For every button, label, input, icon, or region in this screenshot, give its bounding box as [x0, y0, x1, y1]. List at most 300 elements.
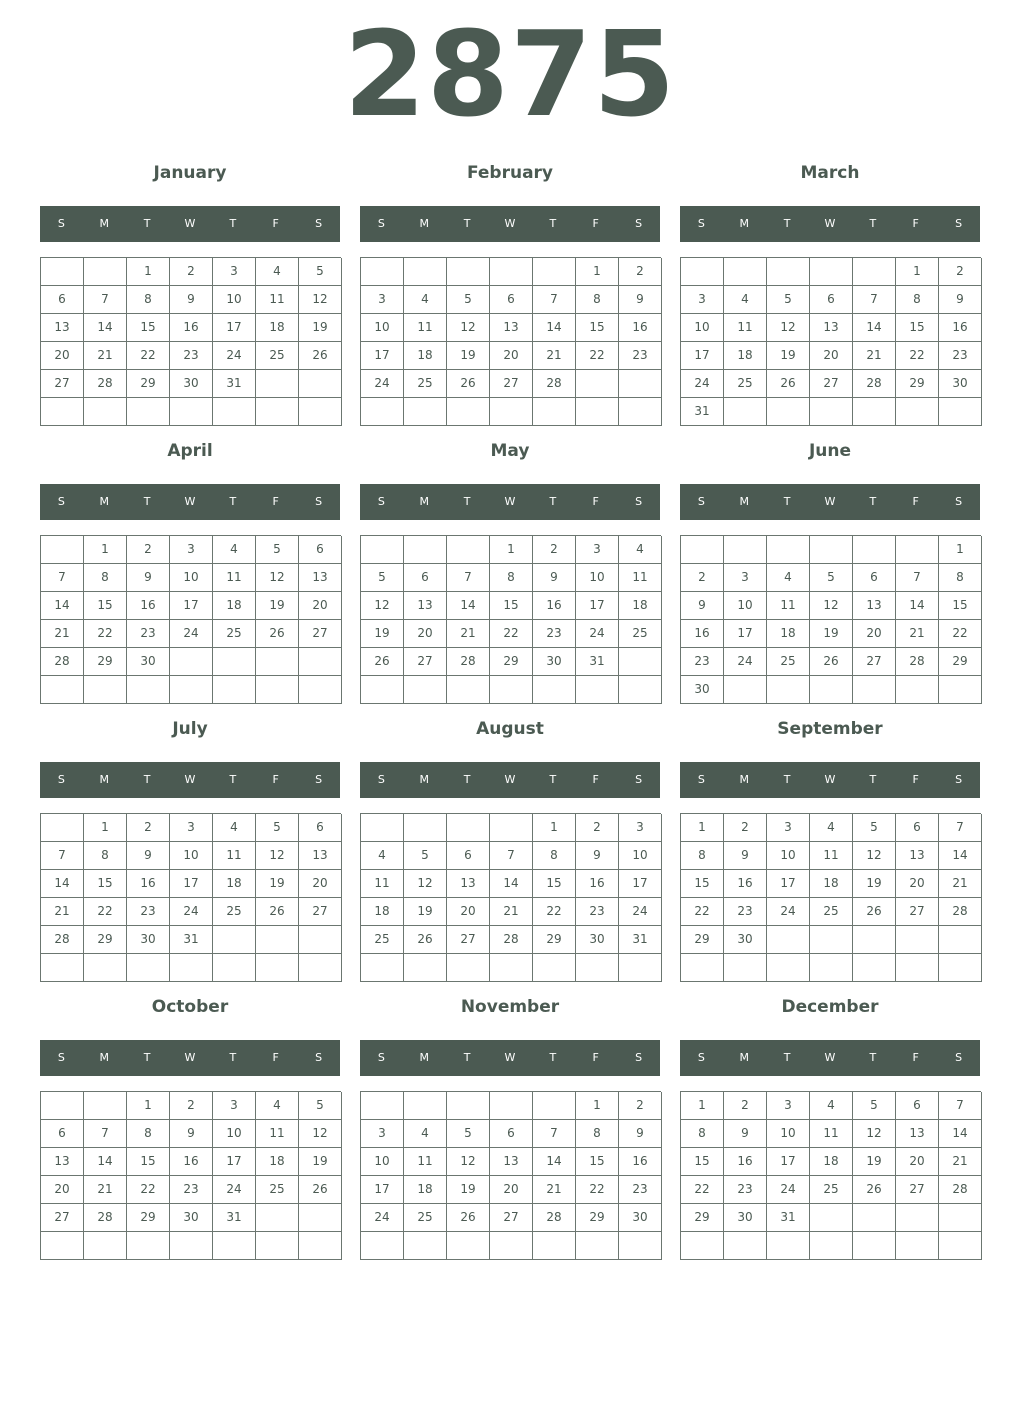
- day-cell: 29: [939, 648, 982, 676]
- empty-cell: [896, 926, 939, 954]
- empty-cell: [213, 1232, 256, 1260]
- day-grid: [360, 535, 661, 704]
- day-cell: 22: [127, 1176, 170, 1204]
- day-cell: 13: [299, 564, 342, 592]
- day-cell: 29: [681, 926, 724, 954]
- day-cell: 7: [896, 564, 939, 592]
- day-cell: 5: [853, 814, 896, 842]
- empty-cell: [170, 954, 213, 982]
- day-cell: 8: [681, 1120, 724, 1148]
- day-cell: 23: [170, 1176, 213, 1204]
- day-cell: 18: [767, 620, 810, 648]
- empty-cell: [767, 1232, 810, 1260]
- day-cell: 30: [939, 370, 982, 398]
- weekday-label: T: [869, 1051, 877, 1064]
- weekday-label: T: [463, 773, 471, 786]
- day-cell: 1: [681, 814, 724, 842]
- day-cell: 2: [681, 564, 724, 592]
- day-cell: 8: [939, 564, 982, 592]
- day-cell: 19: [447, 1176, 490, 1204]
- empty-cell: [490, 676, 533, 704]
- day-cell: 20: [41, 1176, 84, 1204]
- day-cell: 26: [853, 1176, 896, 1204]
- day-cell: 16: [939, 314, 982, 342]
- day-cell: 21: [41, 898, 84, 926]
- day-cell: 15: [84, 870, 127, 898]
- weekday-header: [40, 1040, 340, 1076]
- weekday-label: M: [99, 217, 110, 230]
- weekday-label: T: [229, 495, 237, 508]
- day-cell: 25: [810, 1176, 853, 1204]
- day-cell: 21: [533, 342, 576, 370]
- day-cell: 6: [810, 286, 853, 314]
- day-cell: 30: [170, 370, 213, 398]
- day-cell: 30: [533, 648, 576, 676]
- empty-cell: [84, 258, 127, 286]
- day-cell: 13: [896, 1120, 939, 1148]
- day-cell: 10: [724, 592, 767, 620]
- day-cell: 29: [127, 370, 170, 398]
- weekday-label: T: [463, 1051, 471, 1064]
- day-cell: 9: [619, 286, 662, 314]
- day-cell: 9: [533, 564, 576, 592]
- weekday-label: S: [635, 217, 643, 230]
- day-cell: 13: [447, 870, 490, 898]
- empty-cell: [724, 954, 767, 982]
- empty-cell: [447, 398, 490, 426]
- weekday-label: T: [869, 773, 877, 786]
- day-cell: 2: [170, 1092, 213, 1120]
- day-cell: 12: [853, 1120, 896, 1148]
- day-cell: 20: [404, 620, 447, 648]
- day-cell: 27: [490, 1204, 533, 1232]
- empty-cell: [41, 1232, 84, 1260]
- day-cell: 9: [170, 1120, 213, 1148]
- day-cell: 12: [256, 564, 299, 592]
- day-cell: 17: [619, 870, 662, 898]
- weekday-label: F: [912, 217, 919, 230]
- empty-cell: [576, 954, 619, 982]
- weekday-header: [40, 762, 340, 798]
- empty-cell: [853, 1232, 896, 1260]
- weekday-header: [360, 1040, 660, 1076]
- day-cell: 4: [810, 814, 853, 842]
- day-cell: 17: [170, 870, 213, 898]
- day-cell: 18: [619, 592, 662, 620]
- weekday-label: W: [824, 495, 836, 508]
- empty-cell: [767, 536, 810, 564]
- day-cell: 28: [533, 1204, 576, 1232]
- month-january: [40, 158, 340, 428]
- month-title: September: [777, 719, 883, 739]
- weekday-label: M: [419, 217, 430, 230]
- day-cell: 28: [939, 1176, 982, 1204]
- day-cell: 27: [490, 370, 533, 398]
- weekday-label: W: [184, 773, 196, 786]
- weekday-label: S: [57, 217, 65, 230]
- day-cell: 21: [853, 342, 896, 370]
- day-cell: 28: [447, 648, 490, 676]
- day-cell: 22: [490, 620, 533, 648]
- weekday-label: F: [272, 217, 279, 230]
- empty-cell: [299, 370, 342, 398]
- empty-cell: [404, 258, 447, 286]
- day-cell: 24: [170, 620, 213, 648]
- day-cell: 8: [576, 286, 619, 314]
- day-cell: 26: [767, 370, 810, 398]
- day-cell: 9: [681, 592, 724, 620]
- weekday-label: F: [272, 773, 279, 786]
- empty-cell: [213, 926, 256, 954]
- day-cell: 16: [619, 314, 662, 342]
- day-cell: 12: [810, 592, 853, 620]
- weekday-label: M: [739, 773, 750, 786]
- day-cell: 1: [896, 258, 939, 286]
- day-cell: 5: [767, 286, 810, 314]
- day-cell: 10: [213, 1120, 256, 1148]
- day-cell: 22: [576, 1176, 619, 1204]
- empty-cell: [170, 398, 213, 426]
- day-cell: 5: [853, 1092, 896, 1120]
- day-cell: 1: [84, 814, 127, 842]
- day-cell: 1: [490, 536, 533, 564]
- weekday-header: [680, 206, 980, 242]
- day-cell: 14: [533, 1148, 576, 1176]
- weekday-label: T: [229, 217, 237, 230]
- day-cell: 3: [681, 286, 724, 314]
- empty-cell: [41, 398, 84, 426]
- empty-cell: [404, 814, 447, 842]
- empty-cell: [299, 1204, 342, 1232]
- day-cell: 27: [853, 648, 896, 676]
- empty-cell: [533, 258, 576, 286]
- empty-cell: [41, 258, 84, 286]
- day-cell: 17: [767, 870, 810, 898]
- day-cell: 1: [576, 1092, 619, 1120]
- day-cell: 4: [767, 564, 810, 592]
- empty-cell: [361, 954, 404, 982]
- day-cell: 6: [41, 286, 84, 314]
- empty-cell: [41, 1092, 84, 1120]
- day-cell: 26: [404, 926, 447, 954]
- day-cell: 21: [939, 870, 982, 898]
- weekday-label: T: [463, 217, 471, 230]
- day-cell: 6: [299, 536, 342, 564]
- day-cell: 11: [256, 1120, 299, 1148]
- day-cell: 5: [299, 1092, 342, 1120]
- empty-cell: [447, 536, 490, 564]
- empty-cell: [299, 926, 342, 954]
- day-cell: 11: [361, 870, 404, 898]
- day-cell: 8: [127, 1120, 170, 1148]
- day-cell: 31: [170, 926, 213, 954]
- day-cell: 15: [896, 314, 939, 342]
- day-cell: 16: [619, 1148, 662, 1176]
- day-cell: 19: [256, 592, 299, 620]
- day-cell: 20: [490, 342, 533, 370]
- empty-cell: [810, 1204, 853, 1232]
- day-cell: 12: [404, 870, 447, 898]
- empty-cell: [619, 1232, 662, 1260]
- weekday-header: [360, 206, 660, 242]
- day-cell: 2: [619, 258, 662, 286]
- month-title: April: [167, 441, 213, 461]
- day-cell: 8: [84, 564, 127, 592]
- day-cell: 3: [170, 536, 213, 564]
- day-cell: 1: [127, 258, 170, 286]
- day-cell: 20: [490, 1176, 533, 1204]
- weekday-label: F: [912, 495, 919, 508]
- empty-cell: [576, 1232, 619, 1260]
- empty-cell: [767, 926, 810, 954]
- day-cell: 5: [256, 814, 299, 842]
- empty-cell: [41, 814, 84, 842]
- day-cell: 27: [404, 648, 447, 676]
- day-cell: 22: [127, 342, 170, 370]
- empty-cell: [404, 398, 447, 426]
- day-cell: 16: [170, 1148, 213, 1176]
- empty-cell: [576, 370, 619, 398]
- day-cell: 30: [724, 926, 767, 954]
- year-title: 2875: [343, 5, 677, 143]
- day-grid: [360, 1091, 661, 1260]
- day-cell: 27: [41, 1204, 84, 1232]
- day-cell: 18: [256, 1148, 299, 1176]
- day-cell: 26: [853, 898, 896, 926]
- empty-cell: [361, 1232, 404, 1260]
- day-cell: 6: [41, 1120, 84, 1148]
- day-cell: 11: [404, 314, 447, 342]
- empty-cell: [170, 648, 213, 676]
- day-cell: 29: [896, 370, 939, 398]
- weekday-label: S: [635, 1051, 643, 1064]
- day-cell: 8: [681, 842, 724, 870]
- day-cell: 28: [41, 926, 84, 954]
- weekday-label: T: [229, 773, 237, 786]
- day-cell: 25: [256, 1176, 299, 1204]
- day-cell: 9: [127, 842, 170, 870]
- weekday-header: [40, 206, 340, 242]
- weekday-label: M: [99, 495, 110, 508]
- day-cell: 7: [853, 286, 896, 314]
- weekday-label: F: [592, 773, 599, 786]
- day-cell: 13: [490, 314, 533, 342]
- month-title: November: [460, 997, 560, 1017]
- day-cell: 25: [256, 342, 299, 370]
- weekday-label: T: [229, 1051, 237, 1064]
- empty-cell: [533, 954, 576, 982]
- empty-cell: [853, 398, 896, 426]
- empty-cell: [724, 536, 767, 564]
- day-cell: 15: [681, 870, 724, 898]
- day-cell: 28: [533, 370, 576, 398]
- day-cell: 8: [84, 842, 127, 870]
- day-cell: 10: [576, 564, 619, 592]
- day-cell: 24: [576, 620, 619, 648]
- month-march: [680, 158, 980, 428]
- empty-cell: [361, 676, 404, 704]
- empty-cell: [447, 258, 490, 286]
- day-cell: 28: [939, 898, 982, 926]
- day-cell: 1: [576, 258, 619, 286]
- day-cell: 4: [256, 1092, 299, 1120]
- weekday-label: T: [143, 1051, 151, 1064]
- weekday-label: S: [635, 495, 643, 508]
- day-cell: 3: [724, 564, 767, 592]
- empty-cell: [724, 1232, 767, 1260]
- day-cell: 8: [490, 564, 533, 592]
- weekday-label: M: [419, 773, 430, 786]
- month-title: March: [800, 163, 860, 183]
- day-cell: 21: [41, 620, 84, 648]
- day-cell: 17: [170, 592, 213, 620]
- day-grid: [680, 1091, 981, 1260]
- day-cell: 13: [896, 842, 939, 870]
- month-june: [680, 436, 980, 706]
- day-cell: 6: [490, 1120, 533, 1148]
- day-cell: 29: [490, 648, 533, 676]
- month-title: February: [466, 163, 554, 183]
- weekday-label: S: [315, 495, 323, 508]
- empty-cell: [767, 954, 810, 982]
- month-november: [360, 992, 660, 1262]
- day-grid: [680, 535, 981, 704]
- empty-cell: [724, 676, 767, 704]
- day-cell: 1: [533, 814, 576, 842]
- weekday-label: M: [739, 495, 750, 508]
- empty-cell: [767, 676, 810, 704]
- weekday-label: T: [549, 773, 557, 786]
- weekday-label: S: [57, 1051, 65, 1064]
- weekday-label: S: [635, 773, 643, 786]
- day-cell: 21: [84, 342, 127, 370]
- empty-cell: [127, 676, 170, 704]
- weekday-label: T: [549, 1051, 557, 1064]
- empty-cell: [853, 676, 896, 704]
- day-cell: 16: [576, 870, 619, 898]
- empty-cell: [299, 676, 342, 704]
- day-cell: 12: [256, 842, 299, 870]
- empty-cell: [619, 370, 662, 398]
- empty-cell: [361, 398, 404, 426]
- day-cell: 3: [619, 814, 662, 842]
- day-cell: 10: [767, 842, 810, 870]
- month-april: [40, 436, 340, 706]
- day-cell: 8: [127, 286, 170, 314]
- weekday-label: S: [955, 495, 963, 508]
- day-cell: 1: [681, 1092, 724, 1120]
- weekday-header: [40, 484, 340, 520]
- day-cell: 11: [619, 564, 662, 592]
- empty-cell: [84, 676, 127, 704]
- day-cell: 20: [299, 870, 342, 898]
- day-cell: 5: [361, 564, 404, 592]
- day-cell: 31: [213, 370, 256, 398]
- day-cell: 23: [619, 1176, 662, 1204]
- weekday-label: T: [549, 217, 557, 230]
- day-cell: 19: [810, 620, 853, 648]
- day-cell: 4: [213, 536, 256, 564]
- empty-cell: [767, 398, 810, 426]
- day-cell: 24: [767, 1176, 810, 1204]
- day-cell: 23: [724, 898, 767, 926]
- day-cell: 16: [724, 870, 767, 898]
- day-cell: 29: [576, 1204, 619, 1232]
- day-grid: [40, 535, 341, 704]
- day-cell: 26: [256, 898, 299, 926]
- day-cell: 20: [896, 1148, 939, 1176]
- empty-cell: [447, 676, 490, 704]
- empty-cell: [810, 1232, 853, 1260]
- day-cell: 19: [404, 898, 447, 926]
- month-title: May: [490, 441, 530, 461]
- weekday-label: S: [697, 1051, 705, 1064]
- day-cell: 4: [213, 814, 256, 842]
- day-cell: 7: [533, 286, 576, 314]
- day-cell: 3: [213, 1092, 256, 1120]
- day-cell: 7: [41, 842, 84, 870]
- day-cell: 25: [724, 370, 767, 398]
- empty-cell: [619, 648, 662, 676]
- empty-cell: [810, 954, 853, 982]
- day-cell: 16: [127, 870, 170, 898]
- day-cell: 23: [681, 648, 724, 676]
- weekday-label: F: [912, 773, 919, 786]
- day-grid: [360, 813, 661, 982]
- day-cell: 19: [853, 1148, 896, 1176]
- day-cell: 24: [361, 1204, 404, 1232]
- weekday-label: W: [824, 217, 836, 230]
- empty-cell: [447, 1092, 490, 1120]
- empty-cell: [939, 676, 982, 704]
- month-may: [360, 436, 660, 706]
- empty-cell: [299, 954, 342, 982]
- day-cell: 26: [447, 370, 490, 398]
- empty-cell: [767, 258, 810, 286]
- weekday-label: M: [739, 217, 750, 230]
- weekday-header: [360, 484, 660, 520]
- month-october: [40, 992, 340, 1262]
- day-cell: 5: [256, 536, 299, 564]
- empty-cell: [853, 536, 896, 564]
- weekday-label: T: [143, 495, 151, 508]
- weekday-label: M: [419, 495, 430, 508]
- day-grid: [680, 257, 981, 426]
- day-cell: 2: [724, 814, 767, 842]
- weekday-label: F: [592, 1051, 599, 1064]
- empty-cell: [299, 648, 342, 676]
- empty-cell: [170, 1232, 213, 1260]
- weekday-label: S: [697, 217, 705, 230]
- weekday-label: S: [955, 1051, 963, 1064]
- day-cell: 11: [810, 842, 853, 870]
- day-cell: 26: [361, 648, 404, 676]
- day-cell: 8: [896, 286, 939, 314]
- empty-cell: [576, 676, 619, 704]
- day-cell: 30: [170, 1204, 213, 1232]
- empty-cell: [256, 954, 299, 982]
- day-cell: 26: [299, 342, 342, 370]
- day-cell: 11: [810, 1120, 853, 1148]
- empty-cell: [681, 536, 724, 564]
- weekday-label: S: [315, 217, 323, 230]
- day-cell: 23: [576, 898, 619, 926]
- day-cell: 27: [810, 370, 853, 398]
- day-grid: [40, 1091, 341, 1260]
- empty-cell: [84, 1232, 127, 1260]
- empty-cell: [810, 926, 853, 954]
- month-august: [360, 714, 660, 984]
